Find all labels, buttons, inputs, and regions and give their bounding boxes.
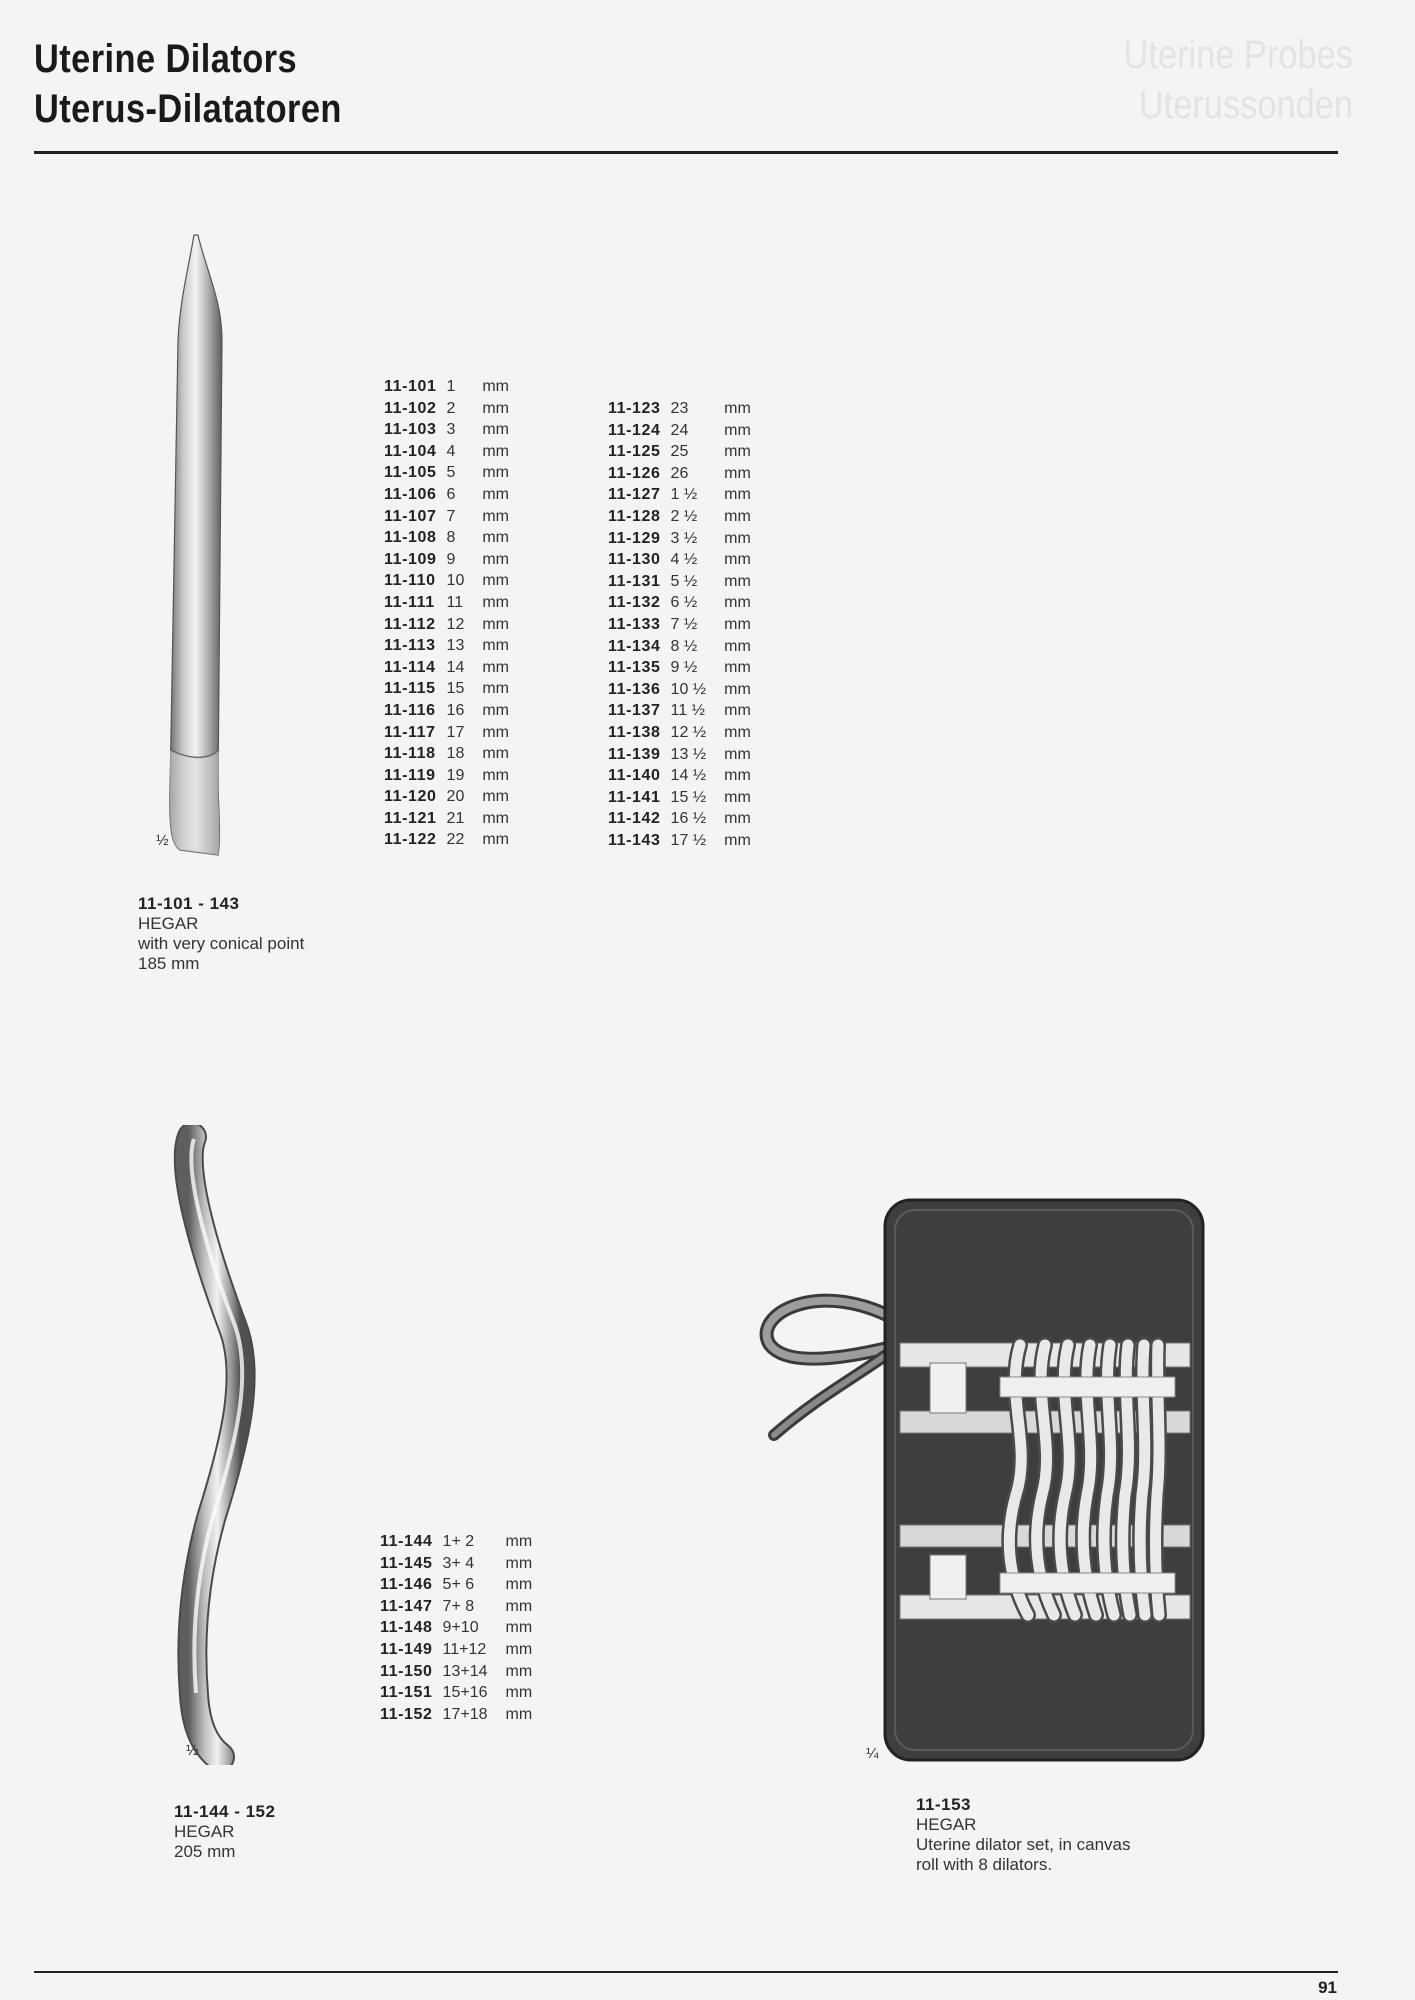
cell-size: 13: [446, 637, 465, 655]
cell-code: 11-136: [608, 680, 661, 698]
cell-code: 11-122: [384, 831, 437, 849]
cell-size: 9 ½: [670, 659, 698, 677]
table-row: [384, 614, 509, 636]
table-row: [380, 1531, 532, 1553]
cell-code: 11-128: [608, 507, 661, 525]
cell-unit: mm: [482, 442, 509, 460]
table-row: [608, 614, 751, 636]
cell-code: 11-103: [384, 421, 437, 439]
cell-unit: mm: [724, 594, 751, 612]
cell-unit: mm: [724, 680, 751, 698]
table-row: [608, 398, 751, 420]
caption-name: HEGAR: [916, 1815, 977, 1834]
cell-size: 16: [446, 701, 465, 719]
table-row: [384, 419, 509, 441]
cell-size: 10: [446, 572, 465, 590]
cell-size: 1 ½: [670, 486, 698, 504]
caption-code: 11-153: [916, 1795, 971, 1814]
cell-code: 11-132: [608, 594, 661, 612]
cell-unit: mm: [724, 551, 751, 569]
table-row: [384, 462, 509, 484]
cell-unit: mm: [482, 593, 509, 611]
cell-size: 16 ½: [670, 810, 707, 828]
cell-unit: mm: [724, 637, 751, 655]
table-row: [608, 787, 751, 809]
table-row: [608, 420, 751, 442]
cell-size: 17 ½: [670, 831, 707, 849]
dilator-set-canvas-roll-image: [750, 1195, 1210, 1765]
cell-size: 15+16: [442, 1684, 488, 1702]
cell-code: 11-137: [608, 702, 661, 720]
table-row: [608, 700, 751, 722]
cell-code: 11-138: [608, 723, 661, 741]
table-row: [384, 743, 509, 765]
cell-code: 11-141: [608, 788, 661, 806]
table-row: [380, 1661, 532, 1683]
cell-code: 11-121: [384, 809, 437, 827]
cell-code: 11-144: [380, 1533, 433, 1550]
cell-size: 25: [670, 443, 689, 461]
cell-code: 11-117: [384, 723, 436, 741]
cell-unit: mm: [724, 529, 751, 547]
caption-code: 11-144 - 152: [174, 1802, 276, 1821]
cell-code: 11-127: [608, 486, 661, 504]
table-row: [608, 636, 751, 658]
header-rule: [34, 151, 1338, 154]
cell-unit: mm: [724, 723, 751, 741]
table-row: [384, 657, 509, 679]
cell-unit: mm: [724, 745, 751, 763]
table-row: [384, 376, 509, 398]
cell-code: 11-106: [384, 485, 437, 503]
cell-unit: mm: [724, 767, 751, 785]
table-row: [384, 441, 509, 463]
cell-size: 8: [446, 529, 456, 547]
cell-unit: mm: [724, 443, 751, 461]
cell-size: 19: [446, 766, 465, 784]
cell-unit: mm: [724, 486, 751, 504]
cell-unit: mm: [724, 572, 751, 590]
cell-unit: mm: [724, 831, 751, 849]
cell-unit: mm: [724, 659, 751, 677]
cell-unit: mm: [482, 680, 509, 698]
table-row: [608, 484, 751, 506]
scale-label-1: ½: [156, 832, 169, 849]
cell-code: 11-150: [380, 1662, 433, 1680]
product-caption-11-144: [174, 1802, 275, 1862]
cell-code: 11-108: [384, 529, 437, 547]
table-row: [384, 484, 509, 506]
table-row: [380, 1553, 532, 1575]
cell-code: 11-133: [608, 615, 661, 633]
cell-size: 7 ½: [670, 615, 698, 633]
cell-unit: mm: [482, 615, 509, 633]
cell-size: 1+ 2: [442, 1533, 475, 1550]
table-row: [380, 1596, 532, 1618]
cell-size: 11: [446, 593, 464, 611]
cell-size: 13 ½: [670, 745, 707, 763]
cell-unit: mm: [724, 615, 751, 633]
cell-size: 12 ½: [670, 723, 707, 741]
table-row: [384, 808, 509, 830]
cell-unit: mm: [505, 1705, 533, 1723]
cell-unit: mm: [482, 766, 509, 784]
cell-code: 11-125: [608, 443, 661, 461]
cell-unit: mm: [505, 1554, 533, 1572]
table-row: [384, 635, 509, 657]
cell-size: 4 ½: [670, 551, 698, 569]
cell-size: 8 ½: [670, 637, 698, 655]
cell-unit: mm: [505, 1684, 533, 1702]
cell-size: 24: [670, 421, 689, 439]
cell-code: 11-111: [384, 593, 435, 611]
table-row: [380, 1574, 532, 1596]
table-row: [380, 1639, 532, 1661]
cell-unit: mm: [505, 1576, 533, 1594]
table-row: [608, 441, 751, 463]
caption-name: HEGAR: [174, 1822, 235, 1841]
cell-code: 11-120: [384, 788, 437, 806]
cell-code: 11-129: [608, 529, 661, 547]
cell-size: 6: [446, 485, 456, 503]
scale-label-2: ½: [186, 1742, 199, 1759]
table-row: [384, 570, 509, 592]
cell-unit: mm: [505, 1533, 533, 1550]
cell-size: 10 ½: [670, 680, 707, 698]
table-row: [384, 722, 509, 744]
table-row: [608, 722, 751, 744]
cell-unit: mm: [482, 507, 509, 525]
cell-code: 11-151: [380, 1684, 433, 1702]
table-row: [384, 829, 509, 851]
cell-code: 11-118: [384, 745, 436, 763]
table-row: [608, 765, 751, 787]
cell-unit: mm: [482, 831, 509, 849]
cell-size: 2: [446, 399, 456, 417]
hegar-double-ended-dilator-image: [160, 1125, 280, 1765]
cell-size: 9+10: [442, 1619, 479, 1637]
table-row: [608, 571, 751, 593]
cell-code: 11-130: [608, 551, 661, 569]
cell-unit: mm: [724, 421, 751, 439]
footer-rule: [34, 1971, 1338, 1973]
cell-unit: mm: [724, 702, 751, 720]
scale-label-3: ¼: [866, 1745, 879, 1762]
cell-size: 9: [446, 550, 456, 568]
cell-code: 11-115: [384, 680, 436, 698]
caption-desc: with very conical point: [138, 934, 305, 953]
cell-unit: mm: [724, 507, 751, 525]
page-title-en: Uterine Dilators: [34, 37, 298, 81]
cell-unit: mm: [482, 788, 509, 806]
table-row: [608, 528, 751, 550]
table-row: [384, 527, 509, 549]
cell-unit: mm: [482, 399, 509, 417]
cell-size: 18: [446, 745, 465, 763]
cell-code: 11-152: [380, 1705, 433, 1723]
cell-code: 11-107: [384, 507, 437, 525]
cell-size: 17: [446, 723, 465, 741]
cell-code: 11-126: [608, 464, 661, 482]
table-row: [608, 679, 751, 701]
cell-unit: mm: [505, 1597, 533, 1615]
cell-size: 2 ½: [670, 507, 698, 525]
cell-code: 11-131: [608, 572, 661, 590]
ghost-title-de: Uterussonden: [1138, 83, 1353, 127]
cell-code: 11-105: [384, 464, 437, 482]
cell-code: 11-140: [608, 767, 661, 785]
cell-code: 11-147: [380, 1597, 433, 1615]
cell-unit: mm: [505, 1640, 533, 1658]
table-row: [384, 506, 509, 528]
cell-size: 13+14: [442, 1662, 488, 1680]
table-row: [384, 700, 509, 722]
cell-size: 14: [446, 658, 465, 676]
cell-code: 11-102: [384, 399, 437, 417]
cell-code: 11-113: [384, 637, 436, 655]
table-row: [384, 678, 509, 700]
table-row: [608, 808, 751, 830]
cell-size: 20: [446, 788, 465, 806]
cell-size: 15 ½: [670, 788, 707, 806]
caption-name: HEGAR: [138, 914, 199, 933]
size-table-col2: [608, 398, 751, 851]
cell-code: 11-148: [380, 1619, 433, 1637]
table-row: [384, 786, 509, 808]
size-table-col1: [384, 376, 509, 851]
cell-unit: mm: [482, 745, 509, 763]
product-caption-11-101: [138, 894, 304, 974]
table-row: [608, 830, 751, 852]
cell-unit: mm: [482, 485, 509, 503]
cell-code: 11-123: [608, 400, 661, 417]
cell-size: 5 ½: [670, 572, 698, 590]
cell-unit: mm: [482, 550, 509, 568]
cell-code: 11-149: [380, 1640, 433, 1658]
table-row: [608, 506, 751, 528]
cell-code: 11-145: [380, 1554, 433, 1572]
cell-size: 23: [670, 400, 689, 417]
cell-code: 11-135: [608, 659, 661, 677]
cell-unit: mm: [482, 378, 509, 395]
cell-size: 7: [446, 507, 456, 525]
cell-size: 4: [446, 442, 456, 460]
cell-unit: mm: [482, 809, 509, 827]
page-number: 91: [1318, 1978, 1337, 1997]
caption-length: 185 mm: [138, 954, 200, 973]
cell-size: 5: [446, 464, 456, 482]
cell-code: 11-101: [384, 378, 437, 395]
cell-code: 11-119: [384, 766, 436, 784]
table-row: [384, 549, 509, 571]
cell-size: 1: [446, 378, 456, 395]
cell-size: 11 ½: [670, 702, 705, 720]
hegar-straight-dilator-image: [150, 230, 240, 870]
caption-length: 205 mm: [174, 1842, 236, 1861]
cell-unit: mm: [724, 464, 751, 482]
page-title-de: Uterus-Dilatatoren: [34, 87, 342, 131]
cell-size: 15: [446, 680, 465, 698]
cell-unit: mm: [482, 572, 509, 590]
cell-size: 3 ½: [670, 529, 698, 547]
caption-desc-line2: roll with 8 dilators.: [916, 1855, 1053, 1874]
cell-size: 26: [670, 464, 689, 482]
cell-code: 11-139: [608, 745, 661, 763]
cell-unit: mm: [724, 788, 751, 806]
cell-unit: mm: [724, 400, 751, 417]
table-row: [380, 1617, 532, 1639]
cell-size: 22: [446, 831, 465, 849]
table-row: [384, 765, 509, 787]
table-row: [608, 657, 751, 679]
table-row: [380, 1704, 532, 1726]
table-row: [380, 1682, 532, 1704]
cell-code: 11-143: [608, 831, 661, 849]
cell-code: 11-110: [384, 572, 436, 590]
cell-unit: mm: [724, 810, 751, 828]
cell-size: 17+18: [442, 1705, 488, 1723]
caption-code: 11-101 - 143: [138, 894, 240, 913]
ghost-title-en: Uterine Probes: [1123, 33, 1353, 77]
cell-size: 12: [446, 615, 465, 633]
table-row: [608, 549, 751, 571]
caption-desc-line1: Uterine dilator set, in canvas: [916, 1835, 1131, 1854]
size-table-double: [380, 1531, 532, 1725]
cell-unit: mm: [482, 701, 509, 719]
table-row: [608, 592, 751, 614]
cell-code: 11-124: [608, 421, 661, 439]
cell-size: 7+ 8: [442, 1597, 475, 1615]
cell-unit: mm: [482, 464, 509, 482]
table-row: [384, 398, 509, 420]
cell-size: 14 ½: [670, 767, 707, 785]
cell-code: 11-134: [608, 637, 661, 655]
cell-code: 11-116: [384, 701, 436, 719]
cell-code: 11-142: [608, 810, 661, 828]
cell-code: 11-109: [384, 550, 437, 568]
table-row: [384, 592, 509, 614]
cell-code: 11-112: [384, 615, 436, 633]
cell-unit: mm: [482, 529, 509, 547]
cell-size: 11+12: [442, 1640, 487, 1658]
table-row: [608, 744, 751, 766]
cell-unit: mm: [482, 637, 509, 655]
cell-code: 11-146: [380, 1576, 433, 1594]
cell-size: 5+ 6: [442, 1576, 475, 1594]
cell-code: 11-104: [384, 442, 437, 460]
table-row: [608, 463, 751, 485]
cell-unit: mm: [482, 723, 509, 741]
product-caption-11-153: [916, 1795, 1131, 1875]
cell-size: 3: [446, 421, 456, 439]
cell-unit: mm: [505, 1619, 533, 1637]
cell-size: 21: [446, 809, 465, 827]
cell-code: 11-114: [384, 658, 436, 676]
cell-unit: mm: [505, 1662, 533, 1680]
cell-size: 3+ 4: [442, 1554, 475, 1572]
cell-size: 6 ½: [670, 594, 698, 612]
cell-unit: mm: [482, 421, 509, 439]
cell-unit: mm: [482, 658, 509, 676]
